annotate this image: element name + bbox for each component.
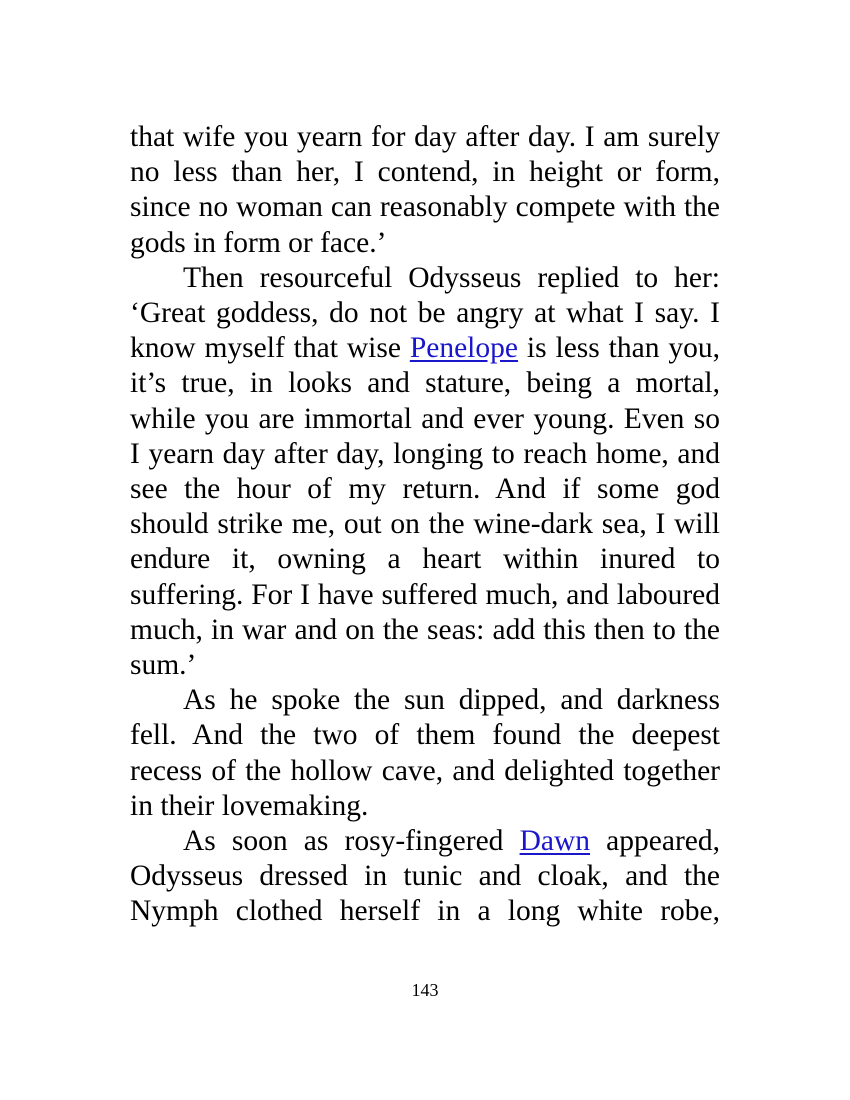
paragraph-2 bbox=[130, 261, 720, 683]
paragraph-3 bbox=[130, 683, 720, 824]
paragraph-2-text-end: is less than you, it’s true, in looks and stature, being a mortal, while you are immortal and ever young. Even so I yearn day after day, longing to reach home, and see the hour of my return. And if some god should strike me, out on the wine-dark sea, I will endure it, owning a heart within inured to suffering. For I have suffered much, and laboured much, in war and on the seas: add this then to the sum.’ bbox=[130, 332, 721, 682]
paragraph-4-text-start: As soon as rosy-fingered bbox=[183, 825, 520, 858]
paragraph-2-text-start: Then resourceful Odysseus replied to her: ‘Great goddess, do not be angry at what I say. I know myself that wise bbox=[130, 261, 720, 365]
paragraph-1 bbox=[130, 120, 720, 261]
page-body bbox=[130, 120, 720, 930]
paragraph-1-text: that wife you yearn for day after day. I am surely no less than her, I contend, in height or form, since no woman can reasonably compete with the gods in form or face.’ bbox=[130, 121, 720, 259]
dawn-link[interactable]: Dawn bbox=[519, 825, 591, 858]
penelope-link[interactable]: Penelope bbox=[409, 332, 518, 365]
paragraph-4-text-end: appeared, Odysseus dressed in tunic and cloak, and the Nymph clothed herself in a long white robe, bbox=[130, 825, 720, 928]
paragraph-4 bbox=[130, 824, 720, 930]
paragraph-3-text: As he spoke the sun dipped, and darkness fell. And the two of them found the deepest recess of the hollow cave, and delighted together in their lovemaking. bbox=[130, 684, 720, 822]
page-number: 143 bbox=[411, 980, 439, 1000]
